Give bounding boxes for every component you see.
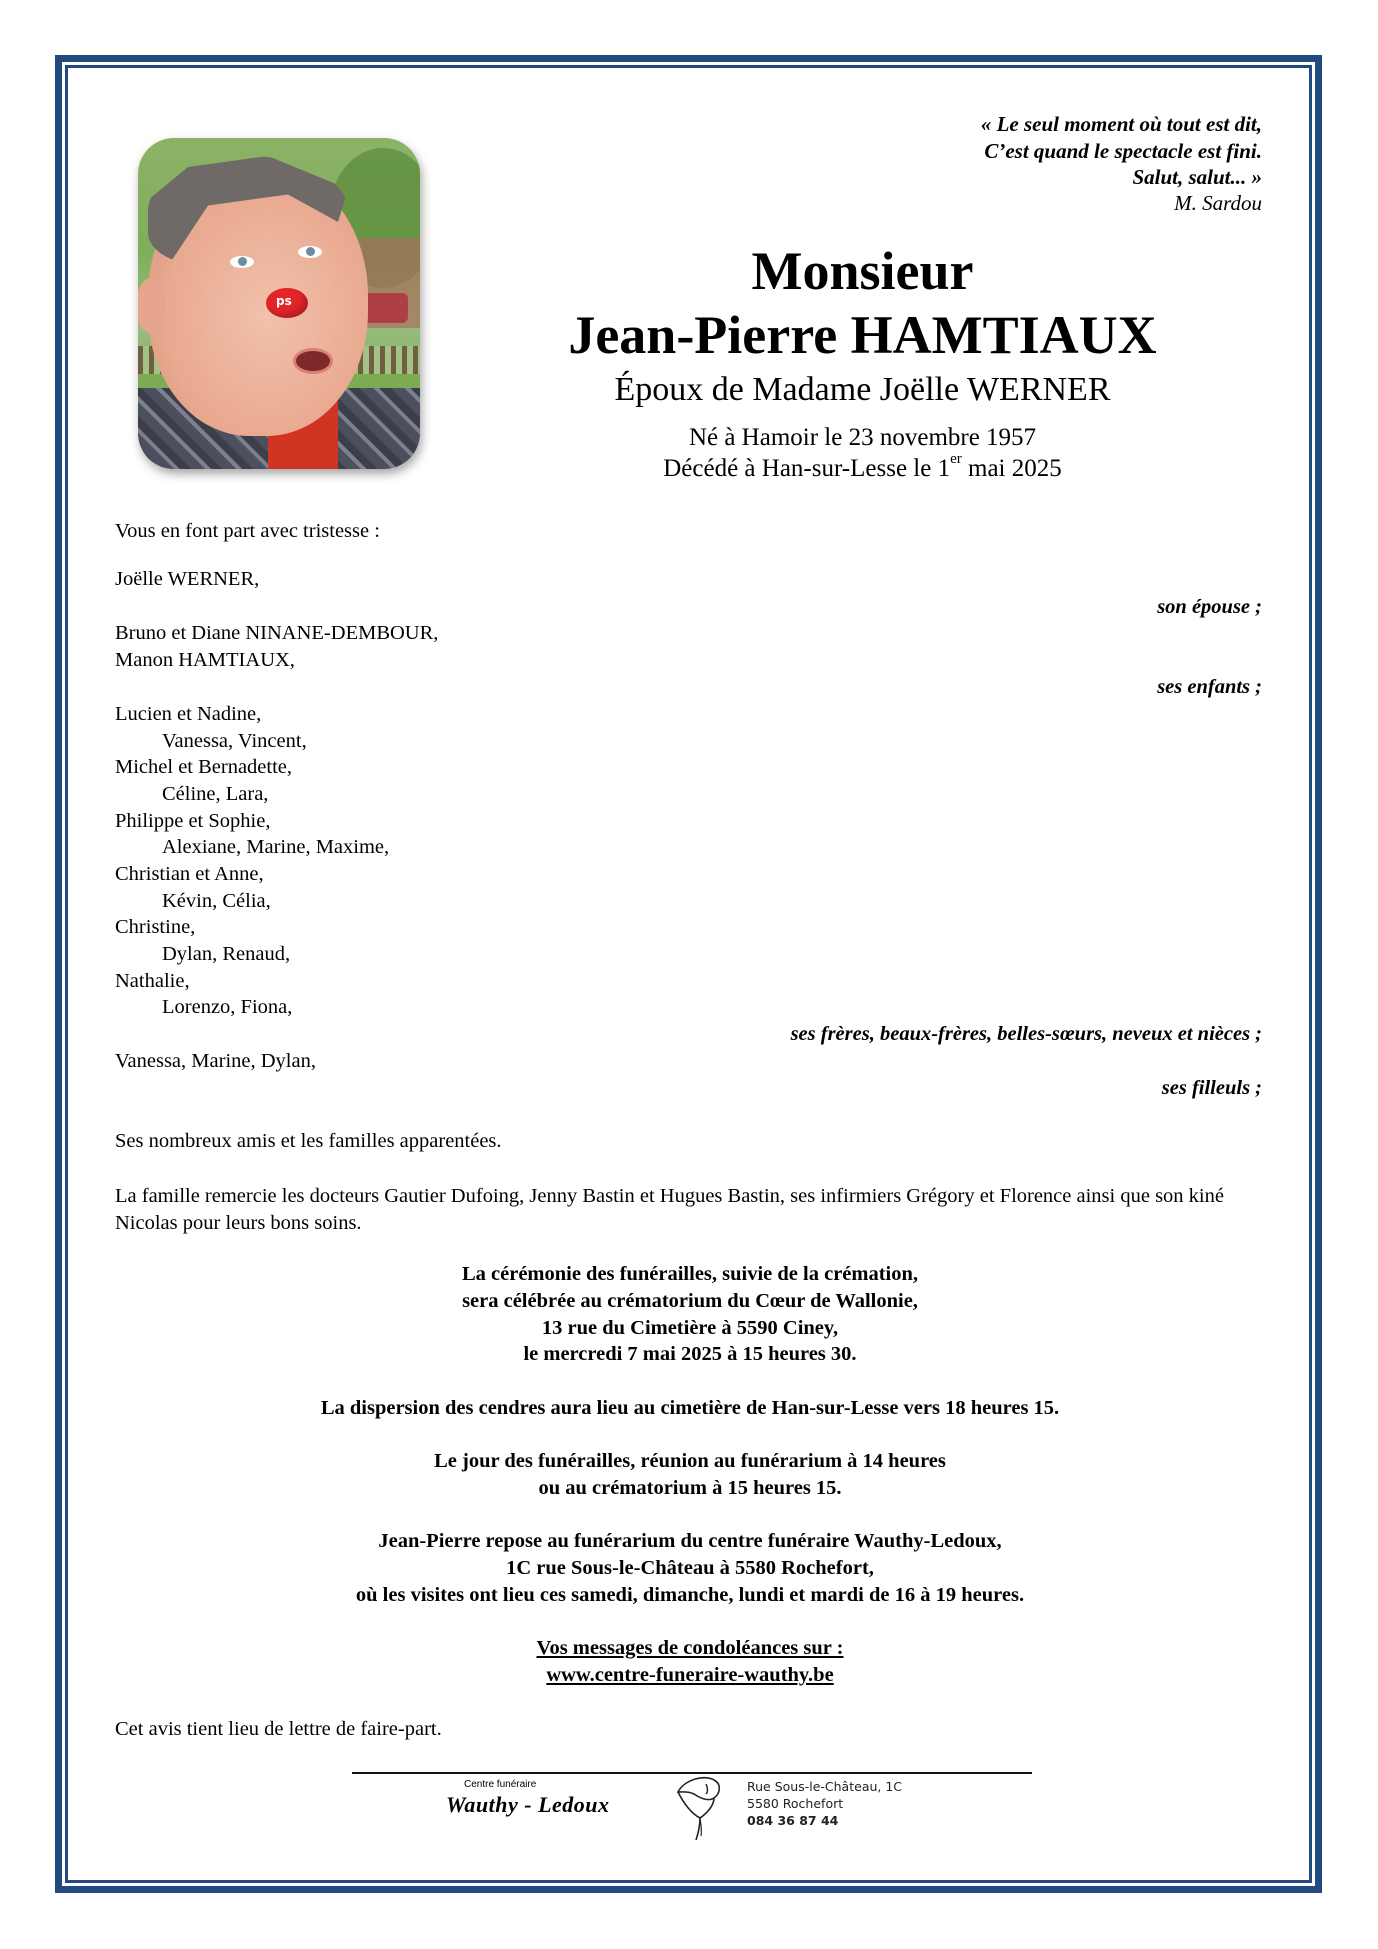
closing-text: Cet avis tient lieu de lettre de faire-part. (115, 1718, 442, 1740)
sibling-couple: Lucien et Nadine, (115, 703, 262, 725)
sibling-couple: Michel et Bernadette, (115, 756, 293, 778)
brand-subtitle: Centre funéraire (464, 1779, 537, 1790)
ceremony-line: sera célébrée au crématorium du Cœur de Wallonie, (462, 1290, 918, 1312)
meeting-line: Le jour des funérailles, réunion au funérarium à 14 heures (434, 1450, 946, 1472)
sibling-kids: Kévin, Célia, (162, 890, 271, 912)
quote-line: « Le seul moment où tout est dit, (980, 112, 1262, 136)
intro-text: Vous en font part avec tristesse : (115, 520, 380, 542)
footer-phone: 084 36 87 44 (747, 1813, 839, 1828)
calla-lily-icon (670, 1774, 730, 1842)
death-line: Décédé à Han-sur-Lesse le 1er mai 2025 (663, 451, 1062, 482)
relation-label: ses enfants ; (1157, 676, 1262, 698)
quote-line: Salut, salut... » (1132, 165, 1262, 189)
ceremony-line: 13 rue du Cimetière à 5590 Ciney, (541, 1317, 839, 1339)
friends-text: Ses nombreux amis et les familles apparentées. (115, 1130, 502, 1152)
quote-line: C’est quand le spectacle est fini. (984, 139, 1262, 163)
sibling-couple: Christian et Anne, (115, 863, 264, 885)
sibling-kids: Alexiane, Marine, Maxime, (162, 836, 390, 858)
footer-address-line: 5580 Rochefort (747, 1796, 844, 1811)
resting-line: où les visites ont lieu ces samedi, dimanche, lundi et mardi de 16 à 19 heures. (355, 1584, 1025, 1606)
resting-line: 1C rue Sous-le-Château à 5580 Rochefort, (506, 1557, 874, 1579)
ashes-dispersion: La dispersion des cendres aura lieu au cimetière de Han-sur-Lesse vers 18 heures 15. (320, 1397, 1060, 1419)
quote-author: M. Sardou (1174, 191, 1262, 215)
sibling-kids: Lorenzo, Fiona, (162, 996, 293, 1018)
family-name: Joëlle WERNER, (115, 568, 260, 590)
birth-line: Né à Hamoir le 23 novembre 1957 (688, 424, 1037, 451)
family-name: Bruno et Diane NINANE-DEMBOUR, (115, 622, 439, 644)
sibling-kids: Vanessa, Vincent, (162, 730, 307, 752)
sibling-couple: Nathalie, (115, 970, 190, 992)
relation-label: son épouse ; (1157, 596, 1262, 618)
godchildren-names: Vanessa, Marine, Dylan, (115, 1050, 316, 1072)
thanks-text: La famille remercie les docteurs Gautier Dufoing, Jenny Bastin et Hugues Bastin, ses infirmiers Grégory et Florence ainsi que son kiné Nicolas pour leurs bons soins. (115, 1185, 1224, 1234)
honorific: Monsieur (751, 241, 974, 301)
ceremony-line: le mercredi 7 mai 2025 à 15 heures 30. (523, 1343, 857, 1365)
brand-name: Wauthy - Ledoux (446, 1792, 610, 1817)
deceased-name: Jean-Pierre HAMTIAUX (568, 305, 1157, 365)
sibling-couple: Philippe et Sophie, (115, 810, 271, 832)
meeting-line: ou au crématorium à 15 heures 15. (538, 1477, 842, 1499)
footer-address-line: Rue Sous-le-Château, 1C (747, 1779, 903, 1794)
sibling-couple: Christine, (115, 916, 196, 938)
portrait-photo (138, 138, 420, 469)
sibling-kids: Céline, Lara, (162, 783, 269, 805)
condolences-label: Vos messages de condoléances sur : (536, 1637, 844, 1659)
clown-nose: ps (266, 288, 308, 318)
resting-line: Jean-Pierre repose au funérarium du centre funéraire Wauthy-Ledoux, (378, 1530, 1002, 1552)
ceremony-line: La cérémonie des funérailles, suivie de la crémation, (461, 1263, 919, 1285)
sibling-kids: Dylan, Renaud, (162, 943, 291, 965)
condolences-link[interactable]: www.centre-funeraire-wauthy.be (546, 1664, 834, 1686)
family-name: Manon HAMTIAUX, (115, 649, 295, 671)
relation-label: ses frères, beaux-frères, belles-sœurs, neveux et nièces ; (790, 1023, 1262, 1045)
spouse-line: Époux de Madame Joëlle WERNER (614, 371, 1111, 408)
condolences-link-row (115, 1664, 1265, 1687)
relation-label: ses filleuls ; (1161, 1077, 1262, 1099)
